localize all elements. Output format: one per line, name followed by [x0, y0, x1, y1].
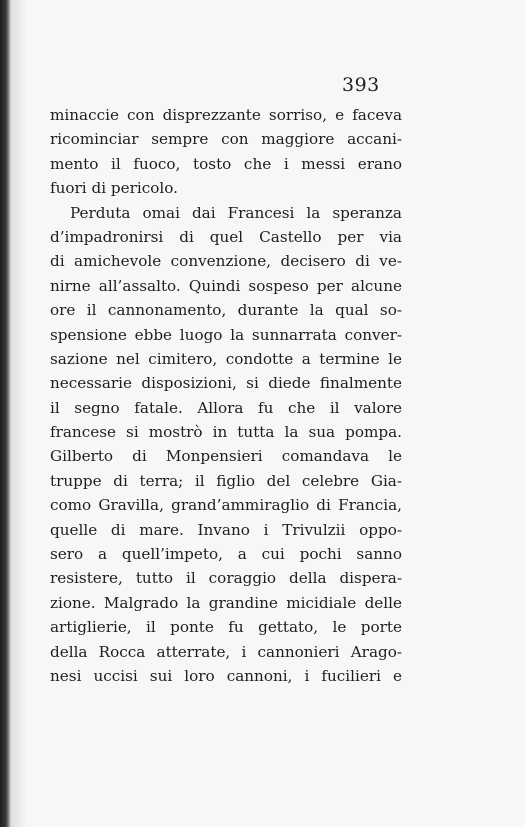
- text-line: como Gravilla, grand’ammiraglio di Francia,: [50, 496, 402, 515]
- text-line: zione. Malgrado la grandine micidiale delle: [50, 593, 402, 612]
- text-line: minaccie con disprezzante sorriso, e faceva: [50, 106, 402, 124]
- body-text: [50, 103, 402, 688]
- book-spine: [0, 0, 11, 827]
- text-line: della Rocca atterrate, i cannonieri Arago-: [50, 642, 402, 661]
- text-line: necessarie disposizioni, si diede finalmente: [50, 374, 402, 393]
- text-line: sazione nel cimitero, condotte a termine le: [50, 349, 402, 368]
- text-line: Gilberto di Monpensieri comandava le: [50, 447, 402, 466]
- text-line: artiglierie, il ponte fu gettato, le porte: [50, 618, 402, 637]
- page-number: 393: [342, 74, 380, 96]
- text-line: nesi uccisi sui loro cannoni, i fucilieri e: [50, 666, 402, 685]
- text-line: fuori di pericolo.: [50, 179, 178, 198]
- text-line: truppe di terra; il figlio del celebre Gia-: [50, 471, 402, 490]
- text-line: ricominciar sempre con maggiore accani-: [50, 130, 402, 149]
- text-line: d’impadronirsi di quel Castello per via: [50, 227, 402, 246]
- text-line: sero a quell’impeto, a cui pochi sanno: [50, 545, 402, 564]
- text-line: spensione ebbe luogo la sunnarrata conver-: [50, 325, 402, 344]
- text-line: resistere, tutto il coraggio della dispera-: [50, 569, 402, 588]
- text-line: mento il fuoco, tosto che i messi erano: [50, 154, 402, 173]
- text-line: francese si mostrò in tutta la sua pompa.: [50, 423, 402, 442]
- text-line: il segno fatale. Allora fu che il valore: [50, 398, 402, 417]
- text-line: quelle di mare. Invano i Trivulzii oppo-: [50, 520, 402, 539]
- gutter-shadow: [11, 0, 27, 827]
- text-line: di amichevole convenzione, decisero di ve-: [50, 252, 402, 271]
- paragraph-first-line: Perduta omai dai Francesi la speranza: [70, 203, 402, 222]
- text-line: nirne all’assalto. Quindi sospeso per alcune: [50, 276, 402, 295]
- text-line: ore il cannonamento, durante la qual so-: [50, 301, 402, 320]
